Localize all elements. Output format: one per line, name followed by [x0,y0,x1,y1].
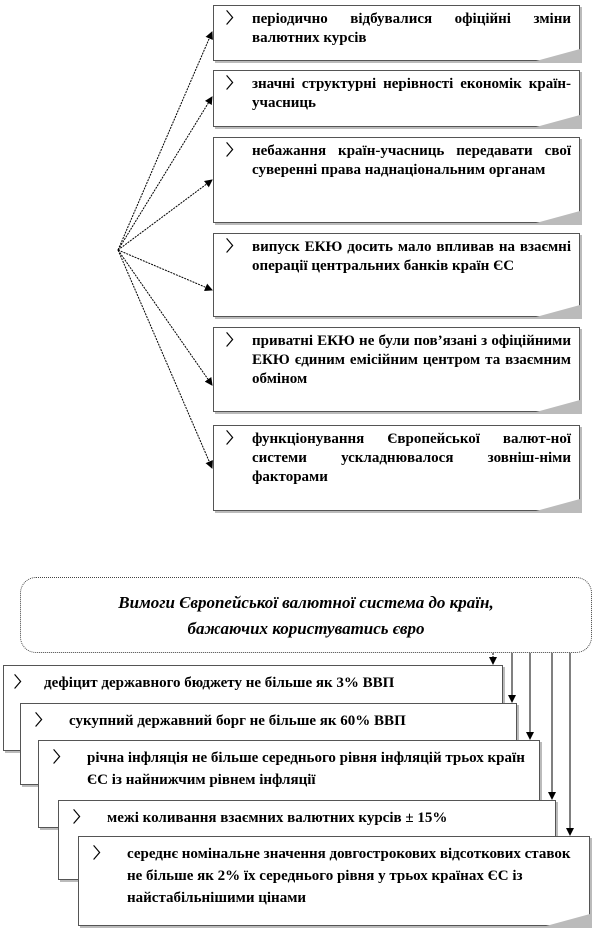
requirement-text: сукупний державний борг не більше як 60% ВВП [69,713,406,729]
top-box-text: значні структурні нерівності економік країн-учасниць [252,76,571,111]
top-box-text: періодично відбувалися офіційні зміни валютних курсів [252,11,571,46]
chevron-icon: 〉 [226,143,242,159]
chevron-icon: 〉 [53,750,69,766]
top-box-6 [213,425,580,511]
chevron-icon: 〉 [226,239,242,255]
requirement-text: межі коливання взаємних валютних курсів ± 15% [107,810,448,826]
chevron-icon: 〉 [226,11,242,27]
top-box-text: випуск ЕКЮ досить мало впливав на взаємні операції центральних банків країн ЄС [252,239,571,274]
top-box-3 [213,137,580,223]
chevron-icon: 〉 [226,76,242,92]
chevron-icon: 〉 [73,810,89,826]
chevron-icon: 〉 [93,846,109,862]
header-line-2: бажаючих користуватись євро [187,619,425,638]
chevron-icon: 〉 [226,333,242,349]
requirement-text: річна інфляція не більше середнього рівня інфляцій трьох країн ЄС із найнижчим рівнем інфляції [87,750,525,788]
requirement-5 [78,836,590,926]
top-box-text: приватні ЕКЮ не були пов’язані з офіційними ЕКЮ єдиним емісійним центром та взаємним обміном [252,333,571,387]
requirement-text: дефіцит державного бюджету не більше як 3% ВВП [44,675,395,691]
top-box-5 [213,327,580,412]
requirements-header [20,577,592,653]
requirement-text: середнє номінальне значення довгострокових відсоткових ставок не більше як 2% їх середнього рівня у трьох країнах ЄС із найстабільнішими цінами [127,846,571,906]
top-box-text: небажання країн-учасниць передавати свої суверенні права наднаціональним органам [252,143,571,178]
arrow-1 [118,32,212,250]
chevron-icon: 〉 [226,431,242,447]
header-line-1: Вимоги Європейської валютної система до країн, [118,593,494,612]
top-box-text: функціонування Європейської валют-ної системи ускладнювалося зовніш-німи факторами [252,431,571,485]
arrow-3 [118,180,212,250]
chevron-icon: 〉 [35,713,51,729]
top-box-2 [213,70,580,127]
arrow-6 [118,250,212,468]
top-box-1 [213,5,580,61]
top-box-4 [213,233,580,317]
chevron-icon: 〉 [14,675,30,691]
arrow-2 [118,97,212,250]
